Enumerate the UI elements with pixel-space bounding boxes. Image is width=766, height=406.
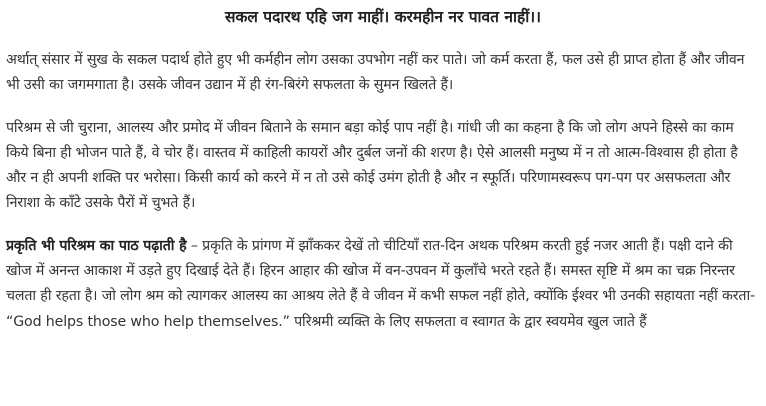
document-page <box>0 6 766 406</box>
page-heading: सकल पदारथ एहि जग माहीं। करमहीन नर पावत नाहीं।। <box>225 8 541 26</box>
paragraph-hard-work: परिश्रम से जी चुराना, आलस्य और प्रमोद में जीवन बिताने के समान बड़ा कोई पाप नहीं है। गांधी जी का कहना है कि जो लोग अपने हिस्से का काम किये बिना ही भोजन पाते हैं, वे चोर हैं। वास्तव में काहिली कायरों और दुर्बल जनों की शरण है। ऐसे आलसी मनुष्य में न तो आत्म-विश्वास ही होता है और न ही अपनी शक्ति पर भरोसा। किसी कार्य को करने में न तो उसे कोई उमंग होती है और न स्फूर्ति। परिणामस्वरूप पग-पग पर असफलता और निराशा के काँटे उसके पैरों में चुभते हैं। <box>6 119 738 212</box>
paragraph-nature-body: – प्रकृति के प्रांगण में झाँककर देखें तो चीटियाँ रात-दिन अथक परिश्रम करती हुई नजर आती हैं। पक्षी दाने की खोज में अनन्त आकाश में उड़ते हुए दिखाई देते हैं। हिरन आहार की खोज में वन-उपवन में कुलाँचे भरते रहते हैं। समस्त सृष्टि में श्रम का चक्र निरन्तर चलता ही रहता है। जो लोग श्रम को त्यागकर आलस्य का आश्रय लेते हैं वे जीवन में कभी सफल नहीं होते, क्योंकि ईश्वर भी उनकी सहायता नहीं करता- “God helps those who help themselves.” परिश्रमी व्यक्ति के लिए सफलता व स्वागत के द्वार स्वयमेव खुल जाते हैं <box>6 237 755 330</box>
paragraph-nature <box>6 234 760 335</box>
paragraph-lead-heading: प्रकृति भी परिश्रम का पाठ पढ़ाती है <box>6 237 187 254</box>
paragraph-intro: अर्थात् संसार में सुख के सकल पदार्थ होते हुए भी कर्महीन लोग उसका उपभोग नहीं कर पाते। जो कर्म करता हैं, फल उसे ही प्राप्त होता हैं और जीवन भी उसी का जगमगाता है। उसके जीवन उद्यान में ही रंग-बिरंगे सफलता के सुमन खिलते हैं। <box>6 52 745 94</box>
